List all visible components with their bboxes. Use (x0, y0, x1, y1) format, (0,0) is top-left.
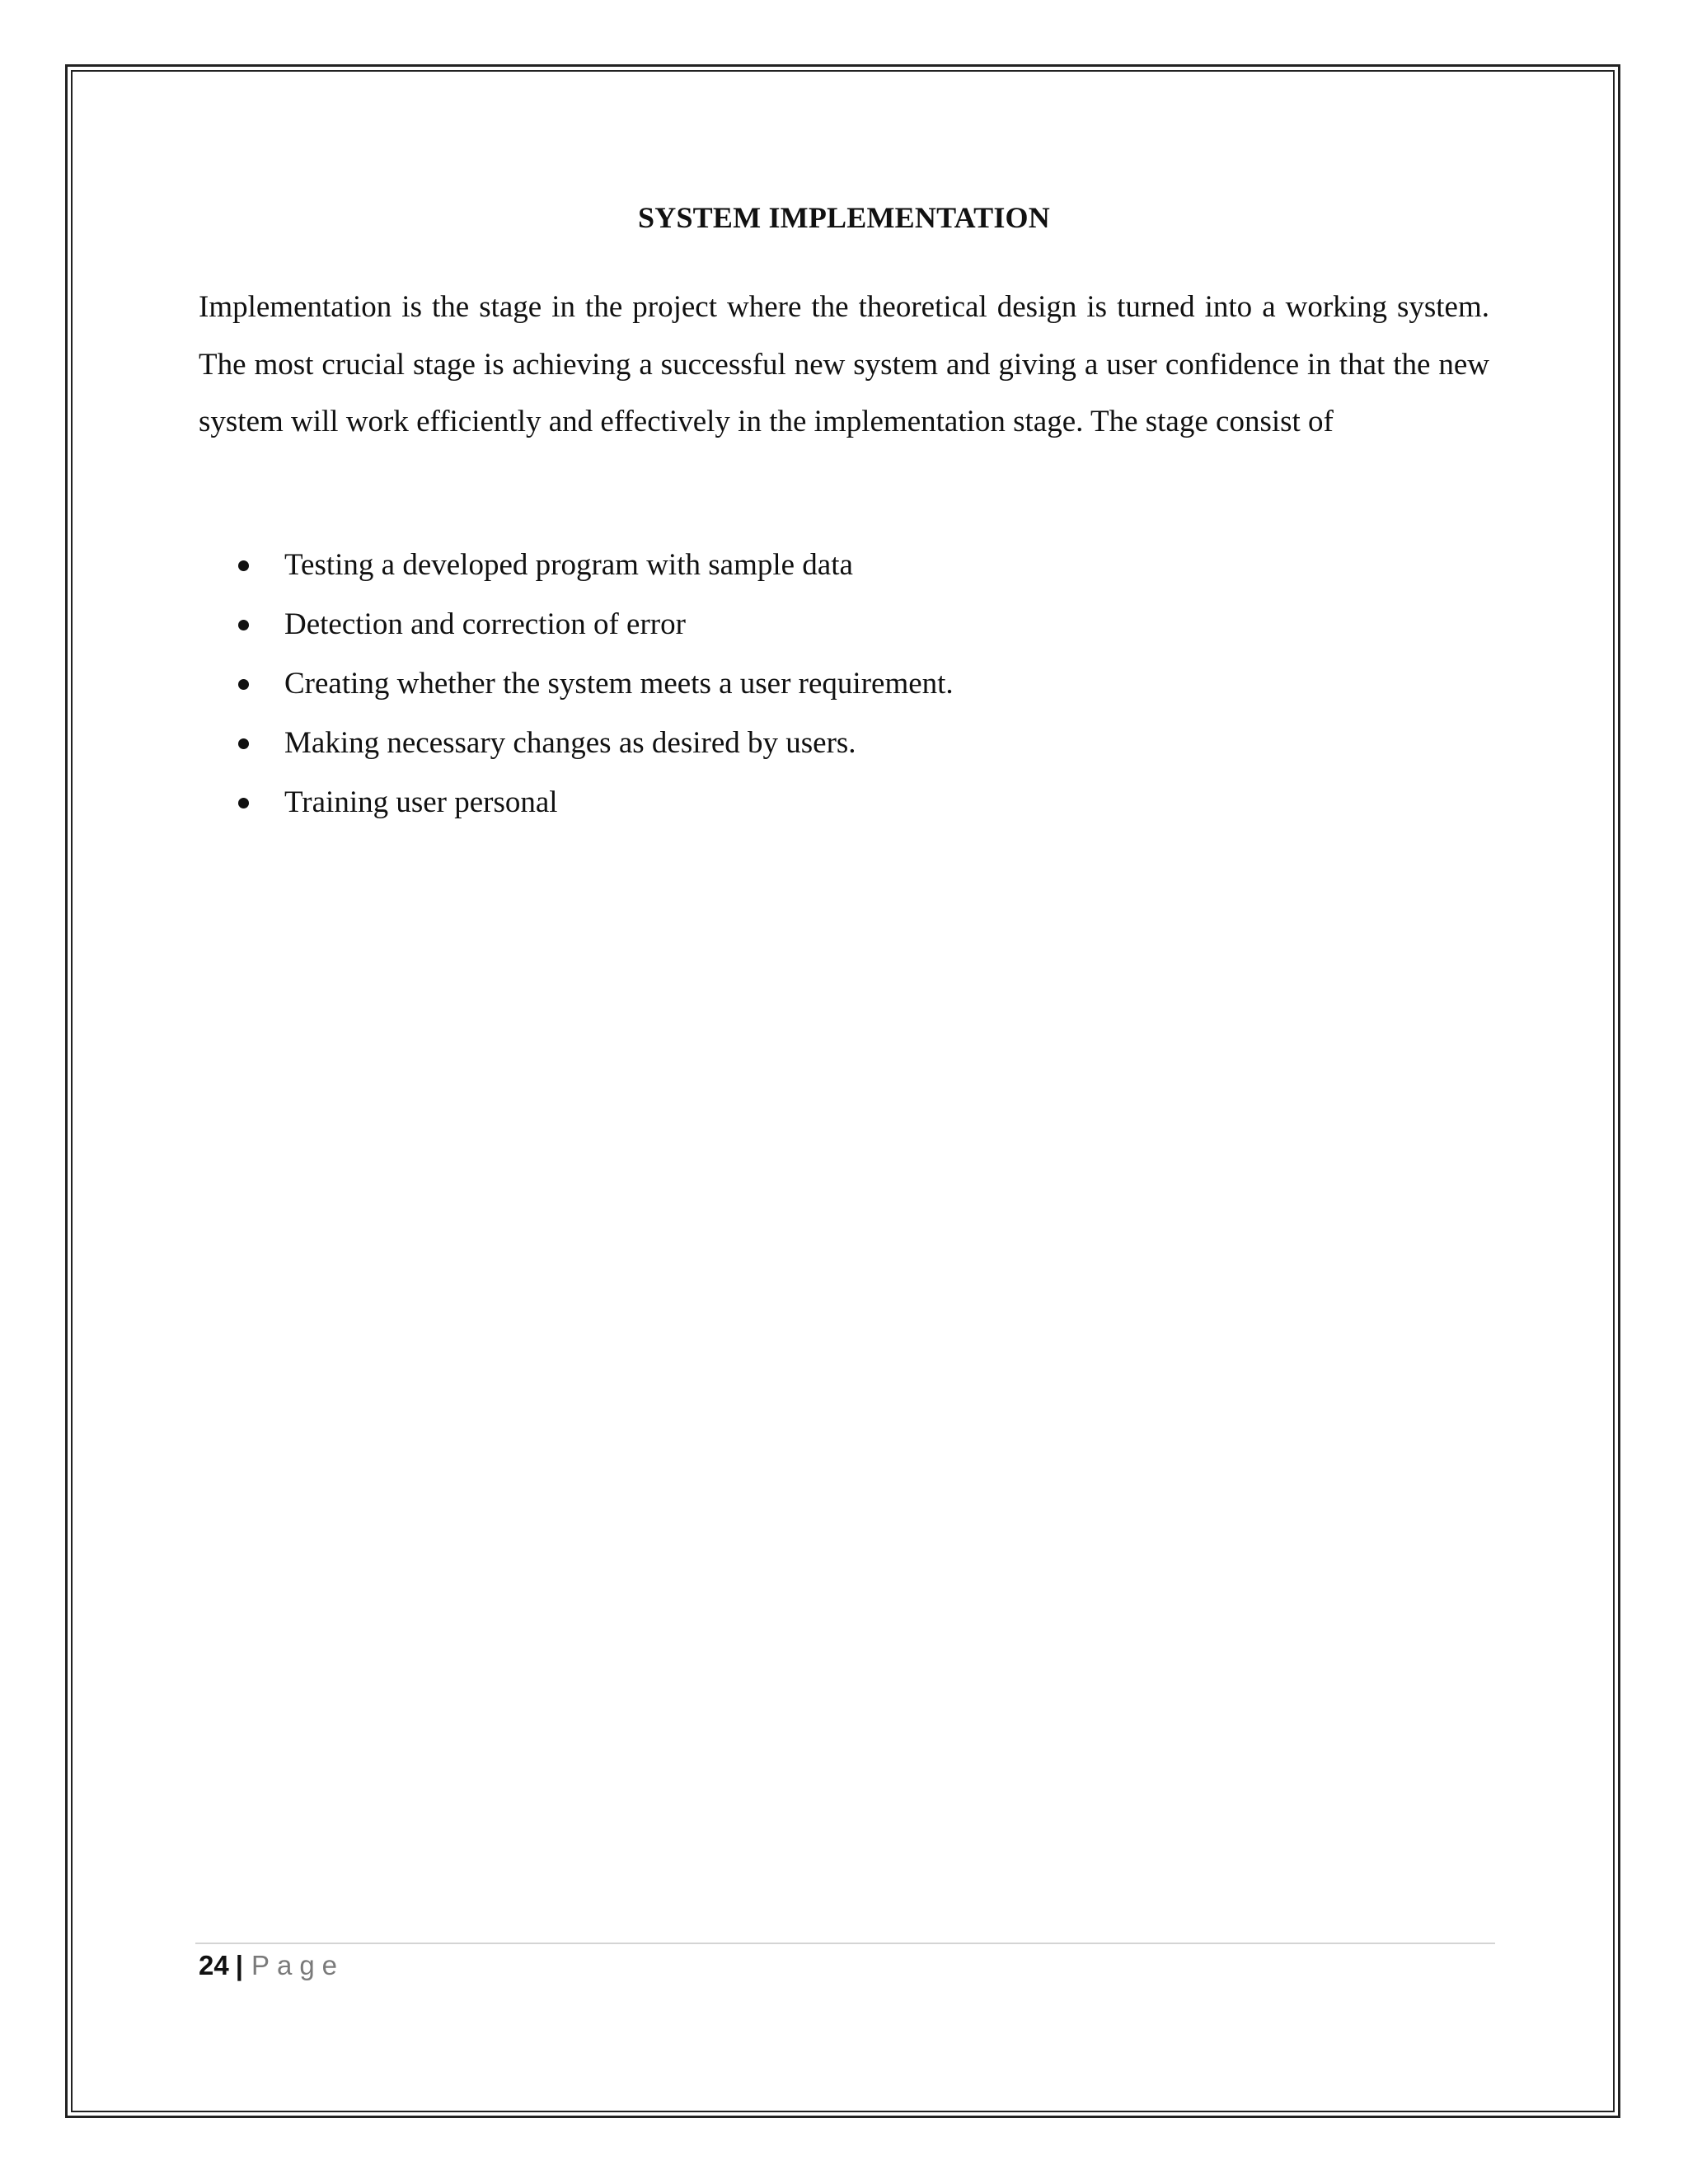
bullet-list (199, 536, 1489, 832)
list-item (199, 595, 1489, 654)
list-item-text: Making necessary changes as desired by users. (284, 726, 856, 760)
list-item-text: Testing a developed program with sample data (284, 548, 853, 582)
page-footer (199, 1947, 345, 1985)
intro-paragraph: Implementation is the stage in the project where the theoretical design is turned into a working system. The most crucial stage is achieving a successful new system and giving a user confidence in that the new system will work efficiently and effectively in the implementation stage. The stage consist of (199, 290, 1489, 438)
page-number: 24 (199, 1950, 229, 1980)
list-item (199, 654, 1489, 714)
list-item (199, 714, 1489, 773)
bullet-icon (238, 679, 249, 690)
bullet-icon (238, 620, 249, 630)
bullet-icon (238, 738, 249, 749)
bullet-icon (238, 798, 249, 808)
page-label: Page (251, 1950, 345, 1980)
page-title: SYSTEM IMPLEMENTATION (638, 201, 1050, 234)
list-item-text: Creating whether the system meets a user requirement. (284, 667, 954, 701)
bullet-icon (238, 560, 249, 571)
list-item (199, 536, 1489, 595)
footer-separator: | (235, 1950, 243, 1980)
list-item-text: Training user personal (284, 785, 558, 819)
list-item-text: Detection and correction of error (284, 607, 686, 641)
list-item (199, 773, 1489, 832)
footer-divider (195, 1943, 1495, 1944)
